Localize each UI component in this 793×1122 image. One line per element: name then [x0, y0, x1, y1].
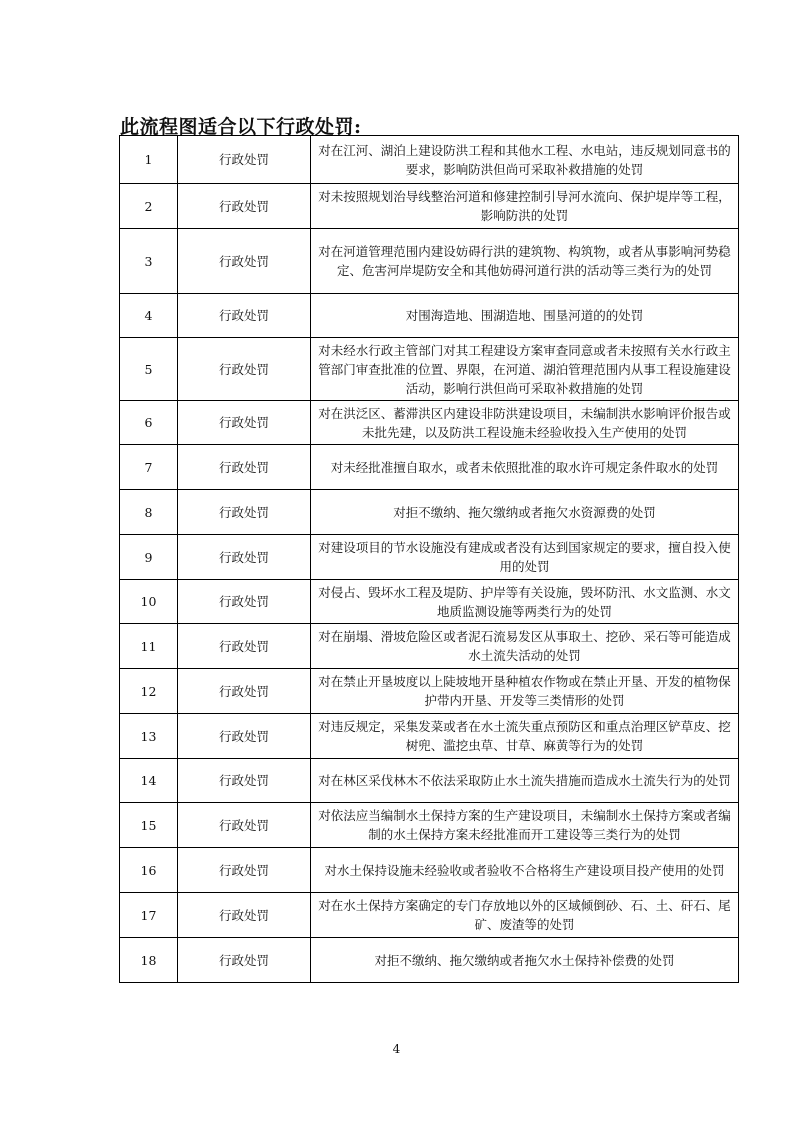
penalty-description: 对在禁止开垦坡度以上陡坡地开垦种植农作物或在禁止开垦、开发的植物保护带内开垦、开发等三类情形的处罚	[311, 669, 739, 714]
table-row	[120, 338, 739, 401]
table-row	[120, 445, 739, 490]
row-number: 5	[120, 338, 178, 401]
penalty-type: 行政处罚	[178, 338, 311, 401]
penalty-table	[119, 135, 739, 983]
penalty-type: 行政处罚	[178, 184, 311, 229]
penalty-type: 行政处罚	[178, 490, 311, 535]
penalty-description: 对在河道管理范围内建设妨碍行洪的建筑物、构筑物，或者从事影响河势稳定、危害河岸堤防安全和其他妨碍河道行洪的活动等三类行为的处罚	[311, 229, 739, 294]
row-number: 7	[120, 445, 178, 490]
penalty-type: 行政处罚	[178, 893, 311, 938]
penalty-type: 行政处罚	[178, 401, 311, 445]
penalty-type: 行政处罚	[178, 445, 311, 490]
penalty-type: 行政处罚	[178, 669, 311, 714]
table-row	[120, 759, 739, 803]
row-number: 3	[120, 229, 178, 294]
penalty-type: 行政处罚	[178, 136, 311, 184]
penalty-type: 行政处罚	[178, 535, 311, 580]
penalty-type: 行政处罚	[178, 848, 311, 893]
penalty-description: 对拒不缴纳、拖欠缴纳或者拖欠水资源费的处罚	[311, 490, 739, 535]
page-number: 4	[392, 1042, 401, 1056]
row-number: 8	[120, 490, 178, 535]
row-number: 17	[120, 893, 178, 938]
penalty-description: 对在洪泛区、蓄滞洪区内建设非防洪建设项目，未编制洪水影响评价报告或未批先建，以及防洪工程设施未经验收投入生产使用的处罚	[311, 401, 739, 445]
penalty-description: 对违反规定，采集发菜或者在水土流失重点预防区和重点治理区铲草皮、挖树兜、滥挖虫草、甘草、麻黄等行为的处罚	[311, 714, 739, 759]
row-number: 10	[120, 580, 178, 624]
penalty-description: 对依法应当编制水土保持方案的生产建设项目，未编制水土保持方案或者编制的水土保持方案未经批准而开工建设等三类行为的处罚	[311, 803, 739, 848]
penalty-type: 行政处罚	[178, 714, 311, 759]
row-number: 9	[120, 535, 178, 580]
penalty-description: 对未经水行政主管部门对其工程建设方案审查同意或者未按照有关水行政主管部门审查批准的位置、界限，在河道、湖泊管理范围内从事工程设施建设活动，影响行洪但尚可采取补救措施的处罚	[311, 338, 739, 401]
table-row	[120, 294, 739, 338]
penalty-description: 对在崩塌、滑坡危险区或者泥石流易发区从事取土、挖砂、采石等可能造成水土流失活动的处罚	[311, 624, 739, 669]
row-number: 1	[120, 136, 178, 184]
row-number: 14	[120, 759, 178, 803]
penalty-description: 对建设项目的节水设施没有建成或者没有达到国家规定的要求，擅自投入使用的处罚	[311, 535, 739, 580]
table-row	[120, 669, 739, 714]
row-number: 6	[120, 401, 178, 445]
table-row	[120, 893, 739, 938]
penalty-description: 对拒不缴纳、拖欠缴纳或者拖欠水土保持补偿费的处罚	[311, 938, 739, 983]
penalty-type: 行政处罚	[178, 938, 311, 983]
table-row	[120, 490, 739, 535]
penalty-type: 行政处罚	[178, 624, 311, 669]
table-row	[120, 714, 739, 759]
penalty-description: 对在林区采伐林木不依法采取防止水土流失措施而造成水土流失行为的处罚	[311, 759, 739, 803]
table-row	[120, 535, 739, 580]
table-row	[120, 229, 739, 294]
row-number: 4	[120, 294, 178, 338]
table-row	[120, 938, 739, 983]
penalty-description: 对未经批准擅自取水，或者未依照批准的取水许可规定条件取水的处罚	[311, 445, 739, 490]
row-number: 12	[120, 669, 178, 714]
penalty-description: 对在江河、湖泊上建设防洪工程和其他水工程、水电站，违反规划同意书的要求，影响防洪但尚可采取补救措施的处罚	[311, 136, 739, 184]
table-row	[120, 401, 739, 445]
row-number: 11	[120, 624, 178, 669]
penalty-type: 行政处罚	[178, 229, 311, 294]
row-number: 18	[120, 938, 178, 983]
table-row	[120, 184, 739, 229]
penalty-description: 对侵占、毁坏水工程及堤防、护岸等有关设施，毁坏防汛、水文监测、水文地质监测设施等两类行为的处罚	[311, 580, 739, 624]
table-row	[120, 848, 739, 893]
penalty-table-body	[120, 136, 739, 983]
table-row	[120, 136, 739, 184]
penalty-type: 行政处罚	[178, 803, 311, 848]
table-row	[120, 624, 739, 669]
row-number: 13	[120, 714, 178, 759]
table-row	[120, 803, 739, 848]
penalty-description: 对在水土保持方案确定的专门存放地以外的区域倾倒砂、石、土、矸石、尾矿、废渣等的处罚	[311, 893, 739, 938]
row-number: 16	[120, 848, 178, 893]
penalty-description: 对围海造地、围湖造地、围垦河道的的处罚	[311, 294, 739, 338]
penalty-description: 对水土保持设施未经验收或者验收不合格将生产建设项目投产使用的处罚	[311, 848, 739, 893]
table-row	[120, 580, 739, 624]
row-number: 15	[120, 803, 178, 848]
penalty-type: 行政处罚	[178, 759, 311, 803]
penalty-type: 行政处罚	[178, 294, 311, 338]
penalty-description: 对未按照规划治导线整治河道和修建控制引导河水流向、保护堤岸等工程，影响防洪的处罚	[311, 184, 739, 229]
penalty-type: 行政处罚	[178, 580, 311, 624]
page-heading: 此流程图适合以下行政处罚:	[120, 116, 362, 138]
row-number: 2	[120, 184, 178, 229]
